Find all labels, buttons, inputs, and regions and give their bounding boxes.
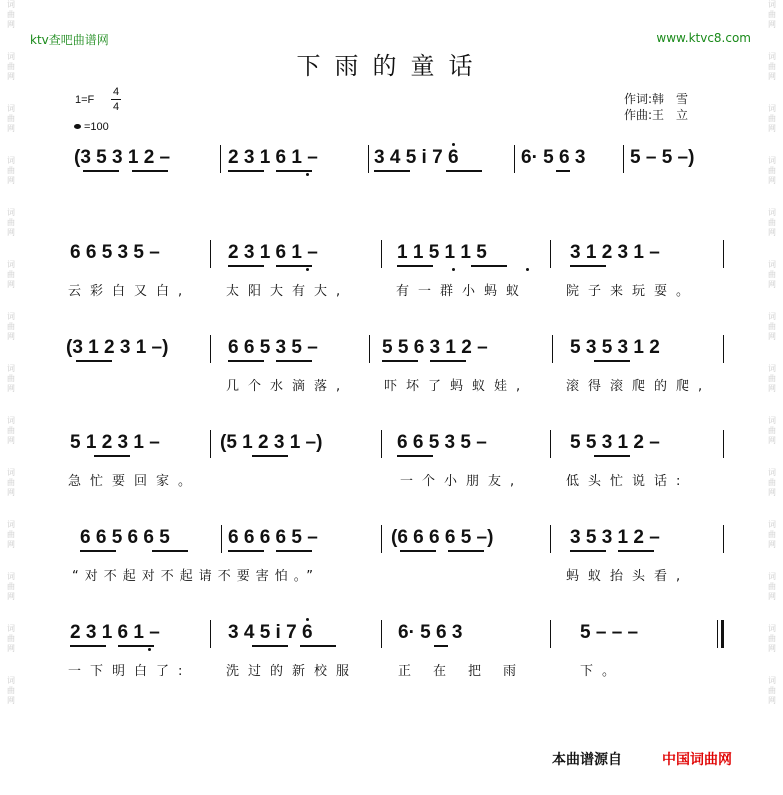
high-octave-dot [452,143,455,146]
watermark-char: 词 [768,676,776,685]
beat-underline [397,265,433,267]
barline [550,620,551,648]
lyric-phrase: 一下明白了: [68,664,192,679]
measure: 2 3 1 6 1 – [228,242,318,263]
watermark-char: 词 [7,0,15,9]
watermark-char: 词 [768,52,776,61]
lyrics-line [0,660,783,680]
barline [381,240,382,268]
watermark-char: 网 [7,228,15,237]
watermark-char: 曲 [768,114,776,123]
beat-underline [594,455,630,457]
beat-underline [276,550,312,552]
measure: 3 4 5 i 7 6 [374,147,459,168]
watermark-char: 网 [768,20,776,29]
watermark-char: 曲 [768,10,776,19]
watermark-group [768,104,776,134]
measure: 6 6 5 3 5 – [397,432,487,453]
watermark-char: 网 [7,72,15,81]
low-octave-dot [148,648,151,651]
watermark-char: 曲 [768,62,776,71]
beat-underline [276,360,312,362]
watermark-char: 网 [7,124,15,133]
source-site-link[interactable]: 中国词曲网 [662,752,732,768]
beat-underline [94,455,130,457]
site-name-left[interactable]: ktv查吧曲谱网 [30,33,109,47]
lyric-phrase: 洗过的新校服 [226,664,359,679]
beat-underline [276,265,312,267]
watermark-char: 词 [768,468,776,477]
quarter-note-icon [74,124,81,129]
measure: 3 4 5 i 7 6 [228,622,313,643]
watermark-group [768,208,776,238]
tempo-marking [74,121,109,133]
watermark-group [7,104,15,134]
low-octave-dot [452,268,455,271]
beat-underline [83,170,119,172]
measure: 6 6 5 3 5 – [70,242,160,263]
watermark-char: 网 [7,592,15,601]
barline [723,430,724,458]
barline [552,335,553,363]
lyrics-line [0,470,783,490]
watermark-char: 网 [768,228,776,237]
measure: 6 6 5 3 5 – [228,337,318,358]
watermark-char: 曲 [768,322,776,331]
measure: 2 3 1 6 1 – [70,622,160,643]
lyric-phrase: 太阳大有大, [226,284,350,299]
lyric-phrase: 院子来玩耍。 [566,284,699,299]
beat-underline [228,550,264,552]
watermark-char: 曲 [7,634,15,643]
final-barline [721,620,724,648]
measure: (5 1 2 3 1 –) [220,432,323,453]
measure: 5 5 6 3 1 2 – [382,337,488,358]
watermark-char: 曲 [7,322,15,331]
watermark-char: 词 [7,520,15,529]
lyric-phrase: 滚得滚爬的爬, [566,379,712,394]
watermark-char: 曲 [768,530,776,539]
watermark-char: 曲 [7,530,15,539]
measure: 2 3 1 6 1 – [228,147,318,168]
barline [368,145,369,173]
lyric-phrase: 云彩白又白, [68,284,192,299]
notes-line [0,618,783,648]
source-label: 本曲谱源自 [552,752,622,768]
watermark-char: 词 [768,416,776,425]
beat-underline [228,265,264,267]
watermark-char: 曲 [7,218,15,227]
beat-underline [276,170,312,172]
watermark-char: 网 [768,436,776,445]
watermark-char: 曲 [768,218,776,227]
watermark-char: 曲 [7,62,15,71]
watermark-char: 曲 [7,166,15,175]
watermark-char: 网 [7,280,15,289]
watermark-char: 词 [7,624,15,633]
notes-line [0,428,783,458]
barline [210,240,211,268]
lyric-phrase: 有一群小蚂蚁 [396,284,529,299]
time-signature [109,86,123,113]
beat-underline [80,550,116,552]
beat-underline [382,360,418,362]
lyrics-line [0,280,783,300]
song-title: 下雨的童话 [296,52,487,80]
composer: 作曲:王 立 [624,108,689,122]
lyrics-line [0,375,783,395]
beat-underline [430,360,466,362]
beat-underline [618,550,654,552]
measure: 5 3 5 3 1 2 [570,337,660,358]
watermark-char: 曲 [7,686,15,695]
measure: 6 6 6 6 5 – [228,527,318,548]
measure: 1 1 5 1 1 5 [397,242,487,263]
lyric-phrase: 吓坏了蚂蚁娃, [384,379,530,394]
watermark-group [768,0,776,30]
watermark-char: 词 [7,312,15,321]
watermark-char: 词 [7,364,15,373]
watermark-char: 网 [7,488,15,497]
barline [381,620,382,648]
watermark-char: 网 [7,20,15,29]
watermark-char: 网 [768,540,776,549]
barline [210,620,211,648]
watermark-char: 网 [768,280,776,289]
barline [550,240,551,268]
watermark-char: 曲 [7,478,15,487]
measure: (6 6 6 6 5 –) [391,527,494,548]
lyric-phrase: 几个水滴落, [226,379,350,394]
watermark-group [7,676,15,706]
watermark-char: 词 [7,52,15,61]
beat-underline [70,645,106,647]
watermark-group [7,0,15,30]
watermark-char: 网 [768,644,776,653]
watermark-char: 网 [768,124,776,133]
watermark-char: 网 [768,488,776,497]
beat-underline [252,455,288,457]
beat-underline [76,360,112,362]
watermark-group [7,208,15,238]
watermark-char: 词 [7,156,15,165]
time-signature-bottom: 4 [112,101,120,113]
key-signature: 1=F [75,94,95,106]
beat-underline [556,170,570,172]
barline [210,335,211,363]
measure: (3 5 3 1 2 – [74,147,171,168]
watermark-char: 词 [7,468,15,477]
watermark-char: 词 [7,572,15,581]
lyricist: 作词:韩 雪 [624,92,689,106]
watermark-char: 词 [768,156,776,165]
notes-line [0,143,783,173]
credits [624,91,688,123]
watermark-char: 网 [768,176,776,185]
barline [369,335,370,363]
watermark-char: 词 [768,312,776,321]
watermark-char: 词 [7,416,15,425]
watermark-char: 词 [768,624,776,633]
watermark-char: 网 [7,644,15,653]
measure: 5 – – – [580,622,639,643]
measure: 5 1 2 3 1 – [70,432,160,453]
watermark-char: 网 [7,176,15,185]
low-octave-dot [526,268,529,271]
beat-underline [374,170,410,172]
watermark-char: 曲 [768,582,776,591]
barline [221,525,222,553]
watermark-char: 网 [7,384,15,393]
notes-line [0,333,783,363]
barline [723,240,724,268]
measure: 6 6 5 6 6 5 [80,527,170,548]
beat-underline [228,360,264,362]
high-octave-dot [306,618,309,621]
watermark-char: 词 [768,364,776,373]
beat-underline [448,550,484,552]
barline [220,145,221,173]
beat-underline [570,550,606,552]
measure: 6· 5 6 3 [398,622,463,643]
watermark-char: 网 [7,696,15,705]
watermark-char: 曲 [768,166,776,175]
time-signature-top: 4 [112,86,120,98]
beat-underline [400,550,436,552]
watermark-char: 词 [768,104,776,113]
measure: 5 5 3 1 2 – [570,432,660,453]
barline [381,525,382,553]
barline [723,525,724,553]
measure: (3 1 2 3 1 –) [66,337,169,358]
watermark-char: 曲 [7,114,15,123]
lyric-phrase: 低头忙说话: [566,474,690,489]
watermark-char: 曲 [7,374,15,383]
beat-underline [252,645,288,647]
watermark-char: 词 [7,104,15,113]
beat-underline [152,550,188,552]
beat-underline [397,455,433,457]
watermark-char: 网 [7,436,15,445]
watermark-char: 曲 [768,686,776,695]
watermark-char: 网 [768,592,776,601]
lyric-phrase: “对不起对不起请不要害怕。” [72,569,319,584]
notes-line [0,238,783,268]
watermark-char: 曲 [7,10,15,19]
low-octave-dot [306,268,309,271]
watermark-char: 曲 [768,426,776,435]
watermark-char: 词 [768,208,776,217]
barline [717,620,718,648]
watermark-char: 词 [768,520,776,529]
watermark-char: 词 [7,260,15,269]
watermark-char: 网 [7,332,15,341]
beat-underline [132,170,168,172]
measure: 3 5 3 1 2 – [570,527,660,548]
time-signature-divider [111,99,121,100]
watermark-char: 网 [768,384,776,393]
tempo-value: =100 [84,121,109,133]
beat-underline [434,645,448,647]
beat-underline [570,265,606,267]
watermark-char: 网 [768,72,776,81]
barline [210,430,211,458]
watermark-char: 词 [7,676,15,685]
site-url-right[interactable]: www.ktvc8.com [656,31,751,45]
lyric-phrase: 下。 [580,664,625,679]
watermark-char: 曲 [768,634,776,643]
beat-underline [228,170,264,172]
watermark-char: 曲 [7,426,15,435]
notes-line [0,523,783,553]
beat-underline [118,645,154,647]
lyric-phrase: 蚂蚁抬头看, [566,569,690,584]
barline [550,525,551,553]
watermark-char: 网 [768,696,776,705]
measure: 3 1 2 3 1 – [570,242,660,263]
watermark-char: 词 [768,0,776,9]
watermark-group [768,676,776,706]
watermark-char: 曲 [768,374,776,383]
lyrics-line [0,565,783,585]
watermark-char: 词 [768,572,776,581]
watermark-char: 词 [7,208,15,217]
barline [381,430,382,458]
watermark-char: 曲 [768,270,776,279]
lyric-phrase: 正在把雨 [398,664,539,679]
barline [514,145,515,173]
beat-underline [471,265,507,267]
watermark-char: 网 [768,332,776,341]
low-octave-dot [306,173,309,176]
watermark-char: 曲 [768,478,776,487]
watermark-char: 曲 [7,582,15,591]
lyric-phrase: 急忙要回家。 [68,474,201,489]
watermark-char: 词 [768,260,776,269]
measure: 5 – 5 –) [630,147,695,168]
measure: 6· 5 6 3 [521,147,586,168]
lyric-phrase: 一个小朋友, [400,474,524,489]
beat-underline [446,170,482,172]
beat-underline [594,360,630,362]
barline [623,145,624,173]
watermark-char: 网 [7,540,15,549]
beat-underline [300,645,336,647]
barline [550,430,551,458]
watermark-char: 曲 [7,270,15,279]
barline [723,335,724,363]
